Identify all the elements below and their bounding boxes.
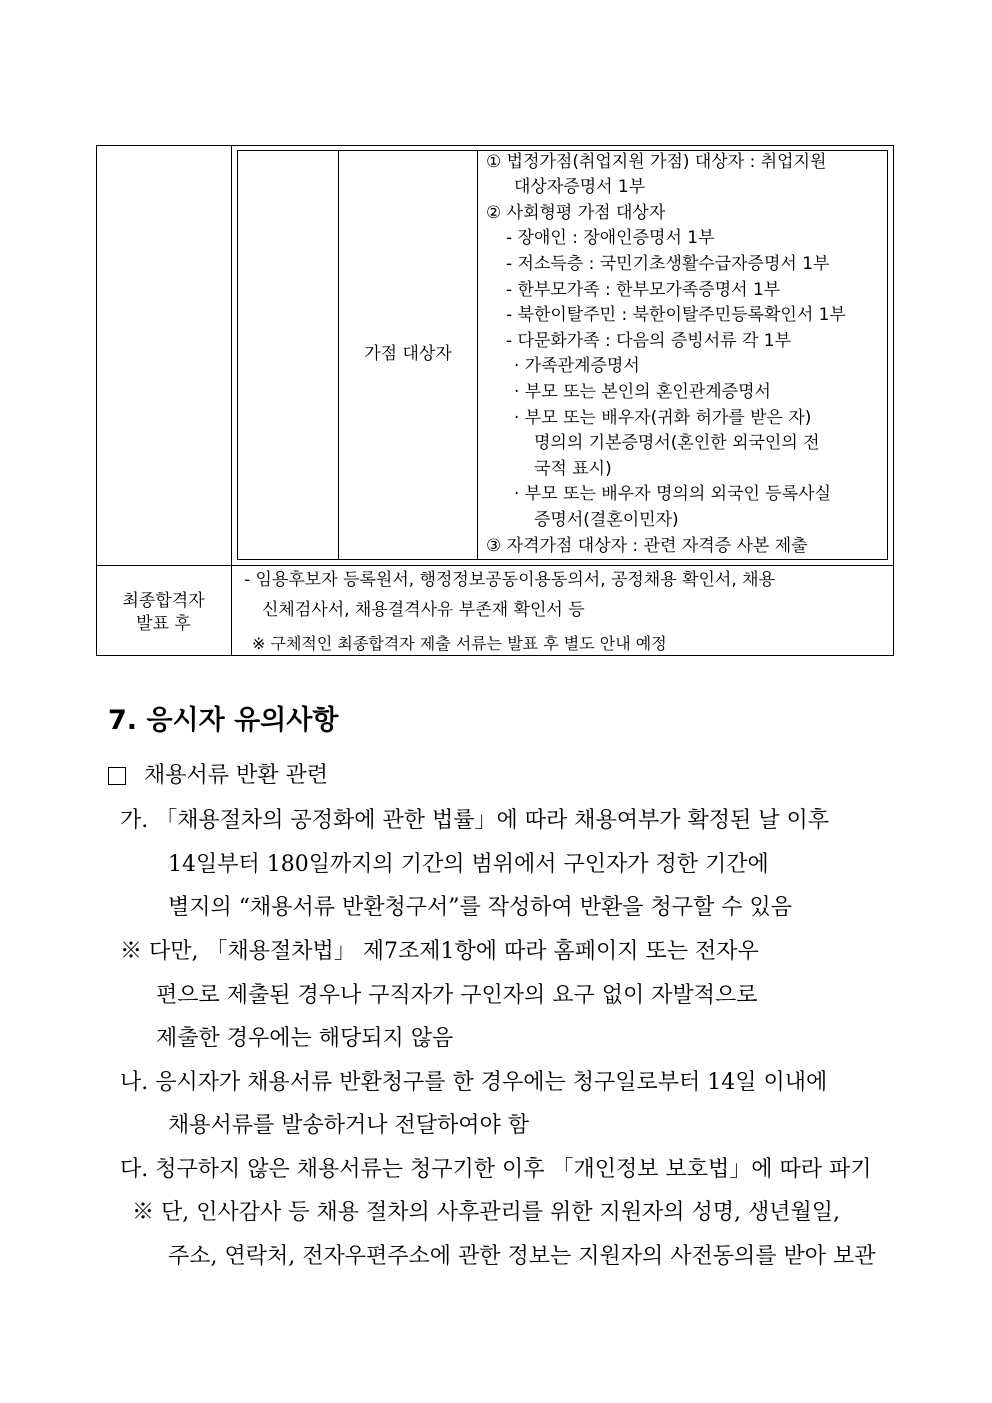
body-line: 다. 청구하지 않은 채용서류는 청구기한 이후 「개인정보 보호법」에 따라 파기 [120, 1157, 872, 1182]
table-divider [477, 150, 478, 560]
requirement-line: ③ 자격가점 대상자 : 관련 자격증 사본 제출 [486, 536, 808, 556]
requirement-line: 신체검사서, 채용결격사유 부존재 확인서 등 [262, 600, 585, 620]
row-label: 발표 후 [136, 614, 191, 634]
requirement-line: - 다문화가족 : 다음의 증빙서류 각 1부 [506, 331, 792, 351]
body-line: 편으로 제출된 경우나 구직자가 구인자의 요구 없이 자발적으로 [156, 983, 758, 1008]
body-line: ※ 단, 인사감사 등 채용 절차의 사후관리를 위한 지원자의 성명, 생년월일, [132, 1200, 840, 1225]
requirement-line: · 부모 또는 본인의 혼인관계증명서 [514, 382, 771, 402]
requirement-line: ② 사회형평 가점 대상자 [486, 203, 666, 223]
body-line: 별지의 “채용서류 반환청구서”를 작성하여 반환을 청구할 수 있음 [168, 895, 793, 920]
category-label: 가점 대상자 [364, 344, 452, 364]
requirement-line: 대상자증명서 1부 [514, 177, 646, 197]
note-line: ※ 구체적인 최종합격자 제출 서류는 발표 후 별도 안내 예정 [252, 634, 667, 653]
requirement-line: 국적 표시) [534, 459, 612, 479]
requirement-line: · 부모 또는 배우자 명의의 외국인 등록사실 [514, 484, 832, 504]
requirement-line: · 가족관계증명서 [514, 356, 640, 376]
requirement-line: - 저소득층 : 국민기초생활수급자증명서 1부 [506, 254, 830, 274]
section-title: 7. 응시자 유의사항 [108, 705, 339, 736]
row-label: 최종합격자 [122, 591, 205, 611]
body-line: 가. 「채용절차의 공정화에 관한 법률」에 따라 채용여부가 확정된 날 이후 [120, 808, 829, 833]
requirement-line: - 장애인 : 장애인증명서 1부 [506, 228, 715, 248]
requirement-line: - 북한이탈주민 : 북한이탈주민등록확인서 1부 [506, 305, 846, 325]
requirement-line: 명의의 기본증명서(혼인한 외국인의 전 [534, 433, 820, 453]
body-line: 제출한 경우에는 해당되지 않음 [156, 1026, 454, 1051]
body-line: 채용서류를 발송하거나 전달하여야 함 [168, 1113, 530, 1138]
requirement-line: 증명서(결혼이민자) [534, 510, 679, 530]
body-line: 나. 응시자가 채용서류 반환청구를 한 경우에는 청구일로부터 14일 이내에 [120, 1070, 828, 1095]
body-line: 14일부터 180일까지의 기간의 범위에서 구인자가 정한 기간에 [168, 852, 769, 877]
checkbox-icon [108, 767, 126, 785]
requirement-line: - 한부모가족 : 한부모가족증명서 1부 [506, 280, 781, 300]
requirement-line: · 부모 또는 배우자(귀화 허가를 받은 자) [514, 408, 812, 428]
subheading: 채용서류 반환 관련 [144, 763, 329, 788]
table-divider [231, 145, 232, 656]
table-divider [96, 565, 894, 566]
requirement-line: ① 법정가점(취업지원 가점) 대상자 : 취업지원 [486, 152, 827, 172]
body-line: ※ 다만, 「채용절차법」 제7조제1항에 따라 홈페이지 또는 전자우 [120, 939, 759, 964]
body-line: 주소, 연락처, 전자우편주소에 관한 정보는 지원자의 사전동의를 받아 보관 [168, 1244, 876, 1269]
requirement-line: - 임용후보자 등록원서, 행정정보공동이용동의서, 공정채용 확인서, 채용 [244, 570, 776, 590]
